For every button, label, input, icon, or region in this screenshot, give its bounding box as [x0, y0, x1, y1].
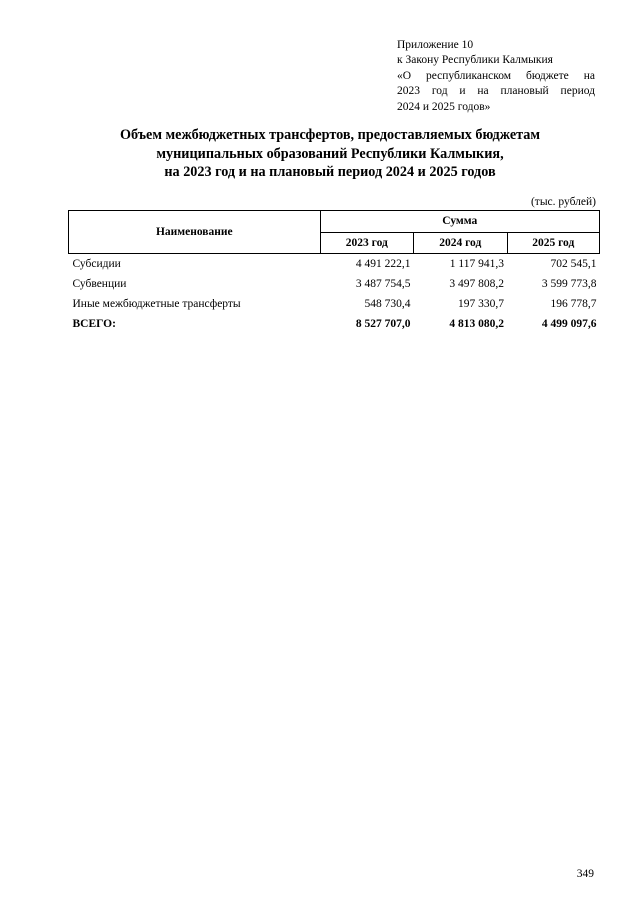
- title-line: на 2023 год и на плановый период 2024 и 2025 годов: [164, 164, 496, 180]
- page-number: 349: [576, 868, 594, 880]
- row-value: 1 117 941,3: [449, 258, 504, 270]
- row-value: 548 730,4: [364, 298, 411, 310]
- row-value: 4 499 097,6: [541, 318, 597, 330]
- table-row: [69, 294, 600, 314]
- document-title: [60, 126, 600, 182]
- row-value: 3 487 754,5: [355, 278, 411, 290]
- row-value: 197 330,7: [458, 298, 504, 310]
- total-row: [69, 314, 600, 334]
- units-label: (тыс. рублей): [530, 196, 596, 208]
- header-sum: Сумма: [320, 211, 599, 233]
- header-year: 2025 год: [507, 232, 600, 254]
- row-name: Субвенции: [72, 278, 127, 290]
- row-value: 196 778,7: [550, 298, 597, 310]
- appendix-note: [397, 38, 595, 115]
- appendix-line: 2024 и 2025 годов»: [397, 100, 491, 113]
- row-value: 8 527 707,0: [355, 318, 411, 330]
- row-name: ВСЕГО:: [72, 318, 116, 330]
- row-name: Субсидии: [72, 258, 121, 270]
- appendix-line: «О республиканском бюджете на: [397, 69, 595, 82]
- appendix-line: к Закону Республики Калмыкия: [397, 54, 553, 67]
- title-line: муниципальных образований Республики Калмыкия,: [156, 145, 504, 162]
- table-row: [69, 254, 600, 275]
- row-name: Иные межбюджетные трансферты: [72, 298, 241, 310]
- appendix-line: Приложение 10: [397, 39, 474, 51]
- row-value: 702 545,1: [550, 258, 597, 270]
- table-row: [69, 274, 600, 294]
- row-value: 4 813 080,2: [449, 318, 504, 330]
- transfers-table: [68, 210, 600, 334]
- header-year: 2023 год: [320, 232, 413, 254]
- row-value: 3 497 808,2: [449, 278, 504, 290]
- header-year: 2024 год: [414, 232, 507, 254]
- appendix-line: 2023 год и на плановый период: [397, 85, 595, 98]
- row-value: 4 491 222,1: [355, 258, 411, 270]
- title-line: Объем межбюджетных трансфертов, предоставляемых бюджетам: [119, 127, 541, 143]
- row-value: 3 599 773,8: [541, 278, 597, 290]
- header-name: Наименование: [69, 211, 321, 254]
